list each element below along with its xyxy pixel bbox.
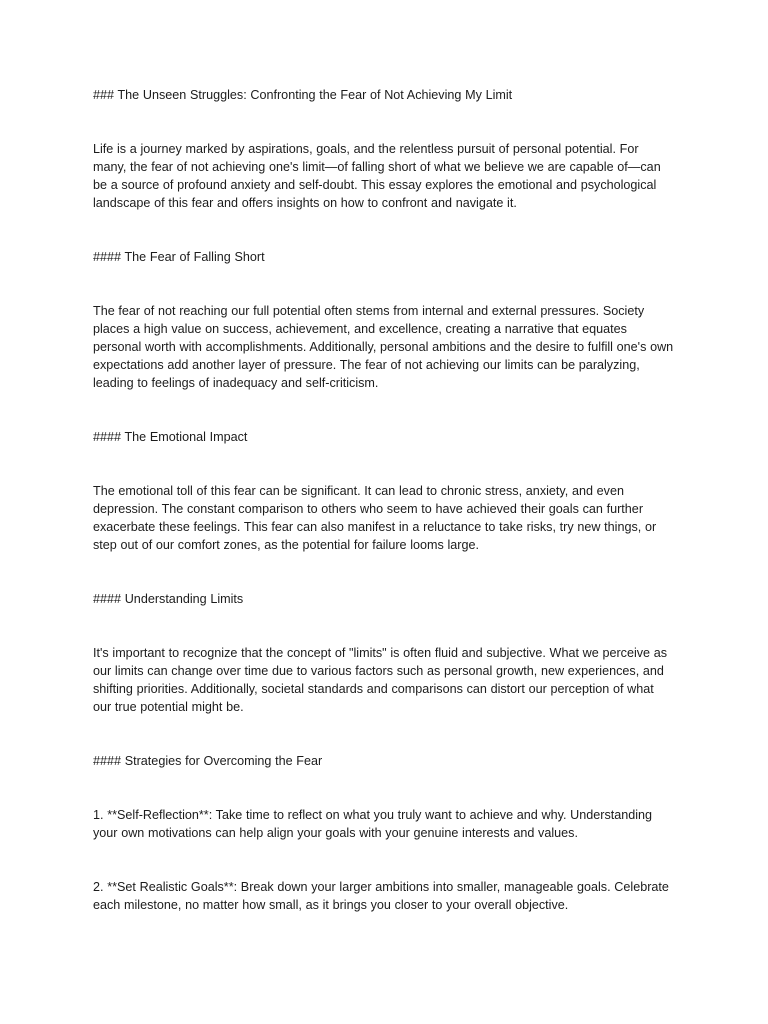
section-heading-understanding-limits: #### Understanding Limits [93, 592, 244, 606]
paragraph-fear-of-falling-short: The fear of not reaching our full potential often stems from internal and external pressures. Society places a high value on success, achievement, and excellence, creating a narrative that equates personal worth with accomplishments. Additionally, personal ambitions and the desire to fulfill one's own expectations add another layer of pressure. The fear of not achieving our limits can be paralyzing, leading to feelings of inadequacy and self-criticism. [93, 304, 674, 390]
section-heading-fear-of-falling-short: #### The Fear of Falling Short [93, 250, 265, 264]
list-item-self-reflection: 1. **Self-Reflection**: Take time to reflect on what you truly want to achieve and why. Understanding your own motivations can help align your goals with your genuine interests and values. [93, 808, 653, 840]
paragraph-emotional-impact: The emotional toll of this fear can be significant. It can lead to chronic stress, anxiety, and even depression. The constant comparison to others who seem to have achieved their goals can further exacerbate these feelings. This fear can also manifest in a reluctance to take risks, try new things, or step out of our comfort zones, as the potential for failure looms large. [93, 484, 657, 552]
section-heading-emotional-impact: #### The Emotional Impact [93, 430, 248, 444]
section-heading-strategies: #### Strategies for Overcoming the Fear [93, 754, 323, 768]
paragraph-intro: Life is a journey marked by aspirations, goals, and the relentless pursuit of personal potential. For many, the fear of not achieving one's limit—of falling short of what we believe we are capable of—can be a source of profound anxiety and self-doubt. This essay explores the emotional and psychological landscape of this fear and offers insights on how to confront and navigate it. [93, 142, 661, 210]
list-item-set-realistic-goals: 2. **Set Realistic Goals**: Break down your larger ambitions into smaller, manageable goals. Celebrate each milestone, no matter how small, as it brings you closer to your overall objective. [93, 880, 669, 912]
document-title: ### The Unseen Struggles: Confronting the Fear of Not Achieving My Limit [93, 88, 513, 102]
paragraph-understanding-limits: It's important to recognize that the concept of "limits" is often fluid and subjective. What we perceive as our limits can change over time due to various factors such as personal growth, new experiences, and shifting priorities. Additionally, societal standards and comparisons can distort our perception of what our true potential might be. [93, 646, 668, 714]
